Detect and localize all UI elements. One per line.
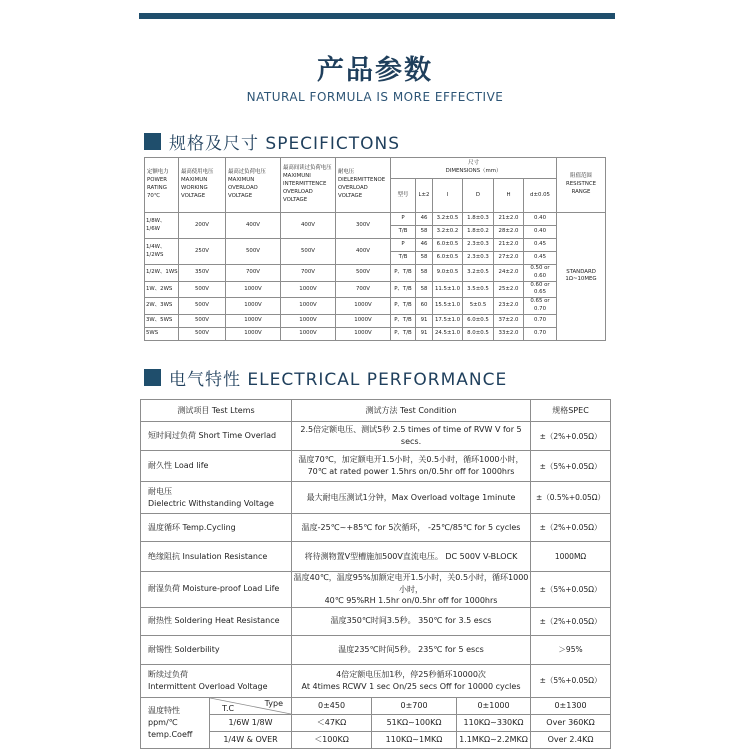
test-item-cell	[141, 664, 292, 697]
header-text: VOLTAGE	[338, 192, 363, 199]
d-cell: 1.8±0.2	[463, 226, 494, 239]
tempco-value-cell: ＜47KΩ	[292, 714, 372, 731]
header-text: 70℃	[147, 192, 160, 199]
spec-value-cell: 1000MΩ	[531, 542, 611, 572]
header-dim-col: D	[463, 179, 494, 213]
header-working-voltage	[179, 158, 226, 213]
spec-header-row	[145, 158, 606, 179]
intermittent-voltage-cell: 400V	[281, 213, 336, 239]
power-rating-cell: 2W、3WS	[145, 298, 179, 315]
length-cell: 91	[416, 314, 433, 327]
d-cell: 5±0.5	[463, 298, 494, 315]
dielectric-voltage-cell: 300V	[336, 213, 391, 239]
h-cell: 28±2.0	[494, 226, 524, 239]
range-text: 1Ω~10MEG	[565, 276, 597, 283]
test-item-cell	[141, 542, 292, 572]
heading-square-icon	[144, 369, 161, 386]
dielectric-voltage-cell: 700V	[336, 281, 391, 298]
test-condition-text: 温度235℃时间5秒。 235℃ for 5 escs	[338, 644, 484, 654]
dielectric-voltage-cell: 1000V	[336, 327, 391, 340]
header-dim-col: d±0.05	[524, 179, 557, 213]
test-condition-text: 最大耐电压测试1分钟，Max Overload voltage 1minute	[306, 492, 516, 502]
tempco-column-header: 0±1300	[531, 697, 611, 714]
d-cell: 1.8±0.3	[463, 213, 494, 226]
tempco-row	[141, 714, 611, 731]
length-cell: 58	[416, 265, 433, 282]
test-item-cell	[141, 607, 292, 635]
power-rating-cell: 1/8W、1/6W	[145, 213, 179, 239]
working-voltage-cell: 500V	[179, 327, 226, 340]
lead-diameter-cell: 0.45	[524, 252, 557, 265]
test-condition-text: 2.5倍定额电压、测试5秒 2.5 times of time of RVW V for 5 secs.	[300, 425, 522, 446]
header-resistance-range	[557, 158, 606, 213]
h-cell: 27±2.0	[494, 252, 524, 265]
length-cell: 58	[416, 281, 433, 298]
test-item-text: Intermittent Overload Voltage	[148, 681, 268, 691]
length-cell: 60	[416, 298, 433, 315]
header-text: OVERLOAD	[338, 185, 368, 191]
lead-diameter-cell: 0.50 or 0.60	[524, 265, 557, 282]
header-text: 最高过负荷电压	[228, 169, 266, 176]
header-text: RATING	[147, 185, 167, 191]
tempco-type-cell: 1/6W 1/8W	[210, 714, 292, 731]
test-condition-cell	[292, 542, 531, 572]
working-voltage-cell: 500V	[179, 281, 226, 298]
test-condition-text: 温度350℃时间3.5秒。 350℃ for 3.5 escs	[330, 616, 492, 626]
tempco-value-cell: Over 360KΩ	[531, 714, 611, 731]
lead-diameter-cell: 0.40	[524, 213, 557, 226]
test-condition-text: At 4times RCWV 1 sec On/25 secs Off for 10000 cycles	[301, 681, 521, 691]
power-rating-cell: 5WS	[145, 327, 179, 340]
length-cell: 91	[416, 327, 433, 340]
test-item-text: 绝缘阻抗 Insulation Resistance	[148, 551, 268, 561]
test-item-text: 耐锡性 Solderbility	[148, 644, 220, 654]
header-text: 定额电力	[147, 169, 169, 176]
d-cell: 2.3±0.3	[463, 239, 494, 252]
test-item-text: 温度循环 Temp.Cycling	[148, 522, 236, 532]
spec-row	[145, 327, 606, 340]
spec-value-cell: ±（5%+0.05Ω）	[531, 572, 611, 608]
overload-voltage-cell: 1000V	[226, 314, 281, 327]
overload-voltage-cell: 1000V	[226, 281, 281, 298]
header-text: RANGE	[571, 188, 591, 195]
i-cell: 3.2±0.2	[433, 226, 463, 239]
electrical-row	[141, 664, 611, 697]
d-cell: 2.3±0.3	[463, 252, 494, 265]
d-cell: 3.5±0.5	[463, 281, 494, 298]
test-item-text: 断续过负荷	[148, 669, 188, 679]
test-condition-text: 4倍定额电压加1秒，停25秒循环10000次	[336, 670, 486, 680]
type-cell: P、T/B	[391, 314, 416, 327]
dielectric-voltage-cell: 1000V	[336, 314, 391, 327]
electrical-row	[141, 635, 611, 664]
intermittent-voltage-cell: 1000V	[281, 314, 336, 327]
power-rating-cell: 1/2W、1WS	[145, 265, 179, 282]
h-cell: 21±2.0	[494, 239, 524, 252]
header-text: VOLTAGE	[228, 192, 253, 199]
tempco-tc-label: T.C	[222, 703, 235, 713]
i-cell: 11.5±1.0	[433, 281, 463, 298]
header-power-rating	[145, 158, 179, 213]
spec-row	[145, 298, 606, 315]
working-voltage-cell: 250V	[179, 239, 226, 265]
test-condition-text: 温度70℃，加定额电开1.5小时，关0.5小时，循环1000小时，	[298, 455, 524, 465]
header-test-condition: 测试方法 Test Condition	[292, 400, 531, 422]
header-dimensions	[391, 158, 557, 179]
heading-square-icon	[144, 133, 161, 150]
i-cell: 6.0±0.5	[433, 252, 463, 265]
spec-row	[145, 281, 606, 298]
tempco-header-row	[141, 697, 611, 714]
tempco-type-label: Type	[264, 698, 284, 708]
type-cell: P	[391, 213, 416, 226]
tempco-row	[141, 731, 611, 748]
test-condition-text: 40℃ 95%RH 1.5hr on/0.5hr off for 1000hrs	[324, 596, 498, 606]
test-condition-text: 温度40℃，温度95%加额定电开1.5小时，关0.5小时，循环1000小时，	[293, 573, 529, 594]
dielectric-voltage-cell: 1000V	[336, 298, 391, 315]
header-text: VOLTAGE	[283, 196, 308, 203]
test-condition-cell	[292, 572, 531, 608]
tempco-type-cell: 1/4W & OVER	[210, 731, 292, 748]
i-cell: 15.5±1.0	[433, 298, 463, 315]
test-condition-cell	[292, 451, 531, 482]
test-condition-cell	[292, 635, 531, 664]
intermittent-voltage-cell: 500V	[281, 239, 336, 265]
test-item-cell	[141, 635, 292, 664]
length-cell: 46	[416, 239, 433, 252]
test-condition-text: 温度-25℃~+85℃ for 5次循环， -25℃/85℃ for 5 cycles	[301, 522, 521, 532]
header-text: VOLTAGE	[181, 192, 206, 199]
tempco-value-cell: 110KΩ~330KΩ	[457, 714, 531, 731]
working-voltage-cell: 200V	[179, 213, 226, 239]
test-condition-cell	[292, 607, 531, 635]
electrical-row	[141, 482, 611, 514]
intermittent-voltage-cell: 700V	[281, 265, 336, 282]
i-cell: 17.5±1.0	[433, 314, 463, 327]
spec-value-cell: ±（2%+0.05Ω）	[531, 514, 611, 542]
tempco-value-cell: ＜100KΩ	[292, 731, 372, 748]
h-cell: 25±2.0	[494, 281, 524, 298]
test-item-cell	[141, 451, 292, 482]
header-text: OVERLOAO	[228, 185, 258, 191]
test-condition-cell	[292, 664, 531, 697]
header-dim-col: 型号	[391, 179, 416, 213]
overload-voltage-cell: 1000V	[226, 298, 281, 315]
spec-value-cell: ±（2%+0.05Ω）	[531, 607, 611, 635]
tempco-column-header: 0±1000	[457, 697, 531, 714]
type-cell: P、T/B	[391, 298, 416, 315]
test-item-cell	[141, 572, 292, 608]
spec-row	[145, 314, 606, 327]
working-voltage-cell: 500V	[179, 298, 226, 315]
intermittent-voltage-cell: 1000V	[281, 298, 336, 315]
test-item-cell	[141, 514, 292, 542]
lead-diameter-cell: 0.70	[524, 327, 557, 340]
electrical-row	[141, 572, 611, 608]
tempco-value-cell: 51KΩ~100KΩ	[372, 714, 457, 731]
header-text: RESISTNCE	[565, 181, 597, 188]
header-test-items: 测试项目 Test Ltems	[141, 400, 292, 422]
i-cell: 9.0±0.5	[433, 265, 463, 282]
electrical-section-heading	[144, 367, 508, 390]
test-item-cell	[141, 482, 292, 514]
header-text: 阻值范围	[570, 173, 592, 180]
test-condition-cell	[292, 482, 531, 514]
length-cell: 58	[416, 252, 433, 265]
header-text: POWER	[147, 177, 167, 184]
header-text: MAXIMUNI	[283, 173, 311, 180]
header-text: INTERMITTENCE	[283, 181, 327, 188]
length-cell: 46	[416, 213, 433, 226]
test-item-text: 耐湿负荷 Moisture-proof Load Life	[148, 584, 280, 594]
electrical-row	[141, 451, 611, 482]
d-cell: 6.0±0.5	[463, 314, 494, 327]
spec-value-cell: ±（0.5%+0.05Ω）	[531, 482, 611, 514]
test-condition-cell	[292, 514, 531, 542]
i-cell: 6.0±0.5	[433, 239, 463, 252]
top-accent-bar	[139, 13, 615, 19]
test-item-text: 短时间过负荷 Short Time Overlad	[148, 431, 277, 440]
page-title: 产品参数	[317, 55, 433, 86]
resistance-range-cell	[557, 213, 606, 341]
intermittent-voltage-cell: 1000V	[281, 327, 336, 340]
lead-diameter-cell: 0.45	[524, 239, 557, 252]
spec-row	[145, 239, 606, 252]
page-subtitle: NATURAL FORMULA IS MORE EFFECTIVE	[246, 90, 504, 104]
test-condition-text: 70℃ at rated power 1.5hrs on/0.5hr off for 1000hrs	[307, 467, 515, 476]
header-text: 最高间读过负荷电压	[283, 165, 332, 172]
tempco-value-cell: Over 2.4KΩ	[531, 731, 611, 748]
tempco-type-tc-cell	[210, 697, 292, 714]
tempco-value-cell: 110KΩ~1MKΩ	[372, 731, 457, 748]
length-cell: 58	[416, 226, 433, 239]
tempco-label-cell	[141, 697, 210, 748]
header-spec: 规格SPEC	[531, 400, 611, 422]
power-rating-cell: 3W、5WS	[145, 314, 179, 327]
h-cell: 24±2.0	[494, 265, 524, 282]
lead-diameter-cell: 0.60 or 0.65	[524, 281, 557, 298]
test-item-text: 耐热性 Soldering Heat Resistance	[148, 616, 280, 626]
d-cell: 8.0±0.5	[463, 327, 494, 340]
spec-heading-text: 规格及尺寸 SPECIFICTONS	[169, 133, 401, 154]
intermittent-voltage-cell: 1000V	[281, 281, 336, 298]
lead-diameter-cell: 0.40	[524, 226, 557, 239]
tempco-label-text: 温度特性	[148, 705, 180, 715]
h-cell: 33±2.0	[494, 327, 524, 340]
spec-section-heading	[144, 131, 401, 154]
type-cell: P、T/B	[391, 265, 416, 282]
header-dim-col: I	[433, 179, 463, 213]
electrical-table	[140, 399, 611, 749]
header-text: 最高使用电压	[181, 169, 214, 176]
header-overload-voltage	[226, 158, 281, 213]
tempco-column-header: 0±450	[292, 697, 372, 714]
dielectric-voltage-cell: 400V	[336, 239, 391, 265]
d-cell: 3.2±0.5	[463, 265, 494, 282]
test-item-text: 耐电压	[148, 486, 172, 496]
tempco-label-text: temp.Coeff	[148, 729, 193, 739]
header-text: WORKING	[181, 185, 208, 191]
header-text: DIMENSIONS（mm）	[445, 168, 502, 174]
type-cell: P、T/B	[391, 281, 416, 298]
working-voltage-cell: 350V	[179, 265, 226, 282]
h-cell: 37±2.0	[494, 314, 524, 327]
h-cell: 23±2.0	[494, 298, 524, 315]
electrical-row	[141, 422, 611, 451]
dielectric-voltage-cell: 500V	[336, 265, 391, 282]
tempco-column-header: 0±700	[372, 697, 457, 714]
spec-row	[145, 213, 606, 226]
range-text: STANDARD	[566, 268, 596, 275]
i-cell: 3.2±0.5	[433, 213, 463, 226]
test-item-text: Dielectric Withstanding Voltage	[148, 498, 274, 508]
type-cell: T/B	[391, 252, 416, 265]
test-item-text: 耐久性 Load life	[148, 461, 209, 470]
electrical-heading-text: 电气特性 ELECTRICAL PERFORMANCE	[169, 369, 508, 390]
header-text: 耐电压	[338, 169, 355, 176]
header-text: DIELERMITTENOE	[338, 177, 386, 184]
power-rating-cell: 1/4W、1/2WS	[145, 239, 179, 265]
overload-voltage-cell: 400V	[226, 213, 281, 239]
type-cell: P	[391, 239, 416, 252]
electrical-row	[141, 607, 611, 635]
header-text: 尺寸	[468, 160, 479, 167]
tempco-value-cell: 1.1MKΩ~2.2MKΩ	[457, 731, 531, 748]
electrical-row	[141, 514, 611, 542]
tempco-label-text: ppm/℃	[148, 717, 178, 727]
overload-voltage-cell: 1000V	[226, 327, 281, 340]
header-intermittent-voltage	[281, 158, 336, 213]
spec-table	[144, 157, 606, 341]
i-cell: 24.5±1.0	[433, 327, 463, 340]
header-dim-col: H	[494, 179, 524, 213]
electrical-header-row	[141, 400, 611, 422]
spec-row	[145, 265, 606, 282]
header-text: MAXIMUN	[228, 177, 255, 184]
test-condition-cell	[292, 422, 531, 451]
lead-diameter-cell: 0.70	[524, 314, 557, 327]
spec-value-cell: ＞95%	[531, 635, 611, 664]
header-text: OVERLOAD	[283, 188, 313, 195]
spec-value-cell: ±（2%+0.05Ω）	[531, 422, 611, 451]
spec-value-cell: ±（5%+0.05Ω）	[531, 664, 611, 697]
spec-value-cell: ±（5%+0.05Ω）	[531, 451, 611, 482]
header-dielectric-voltage	[336, 158, 391, 213]
electrical-row	[141, 542, 611, 572]
type-cell: T/B	[391, 226, 416, 239]
overload-voltage-cell: 700V	[226, 265, 281, 282]
power-rating-cell: 1W、2WS	[145, 281, 179, 298]
header-text: MAXIMUN	[181, 177, 208, 184]
test-condition-text: 将待测物置V型槽施加500V直流电压。 DC 500V V-BLOCK	[304, 551, 518, 561]
header-dim-col: L±2	[416, 179, 433, 213]
test-item-cell	[141, 422, 292, 451]
lead-diameter-cell: 0.65 or 0.70	[524, 298, 557, 315]
h-cell: 21±2.0	[494, 213, 524, 226]
working-voltage-cell: 500V	[179, 314, 226, 327]
overload-voltage-cell: 500V	[226, 239, 281, 265]
type-cell: P、T/B	[391, 327, 416, 340]
